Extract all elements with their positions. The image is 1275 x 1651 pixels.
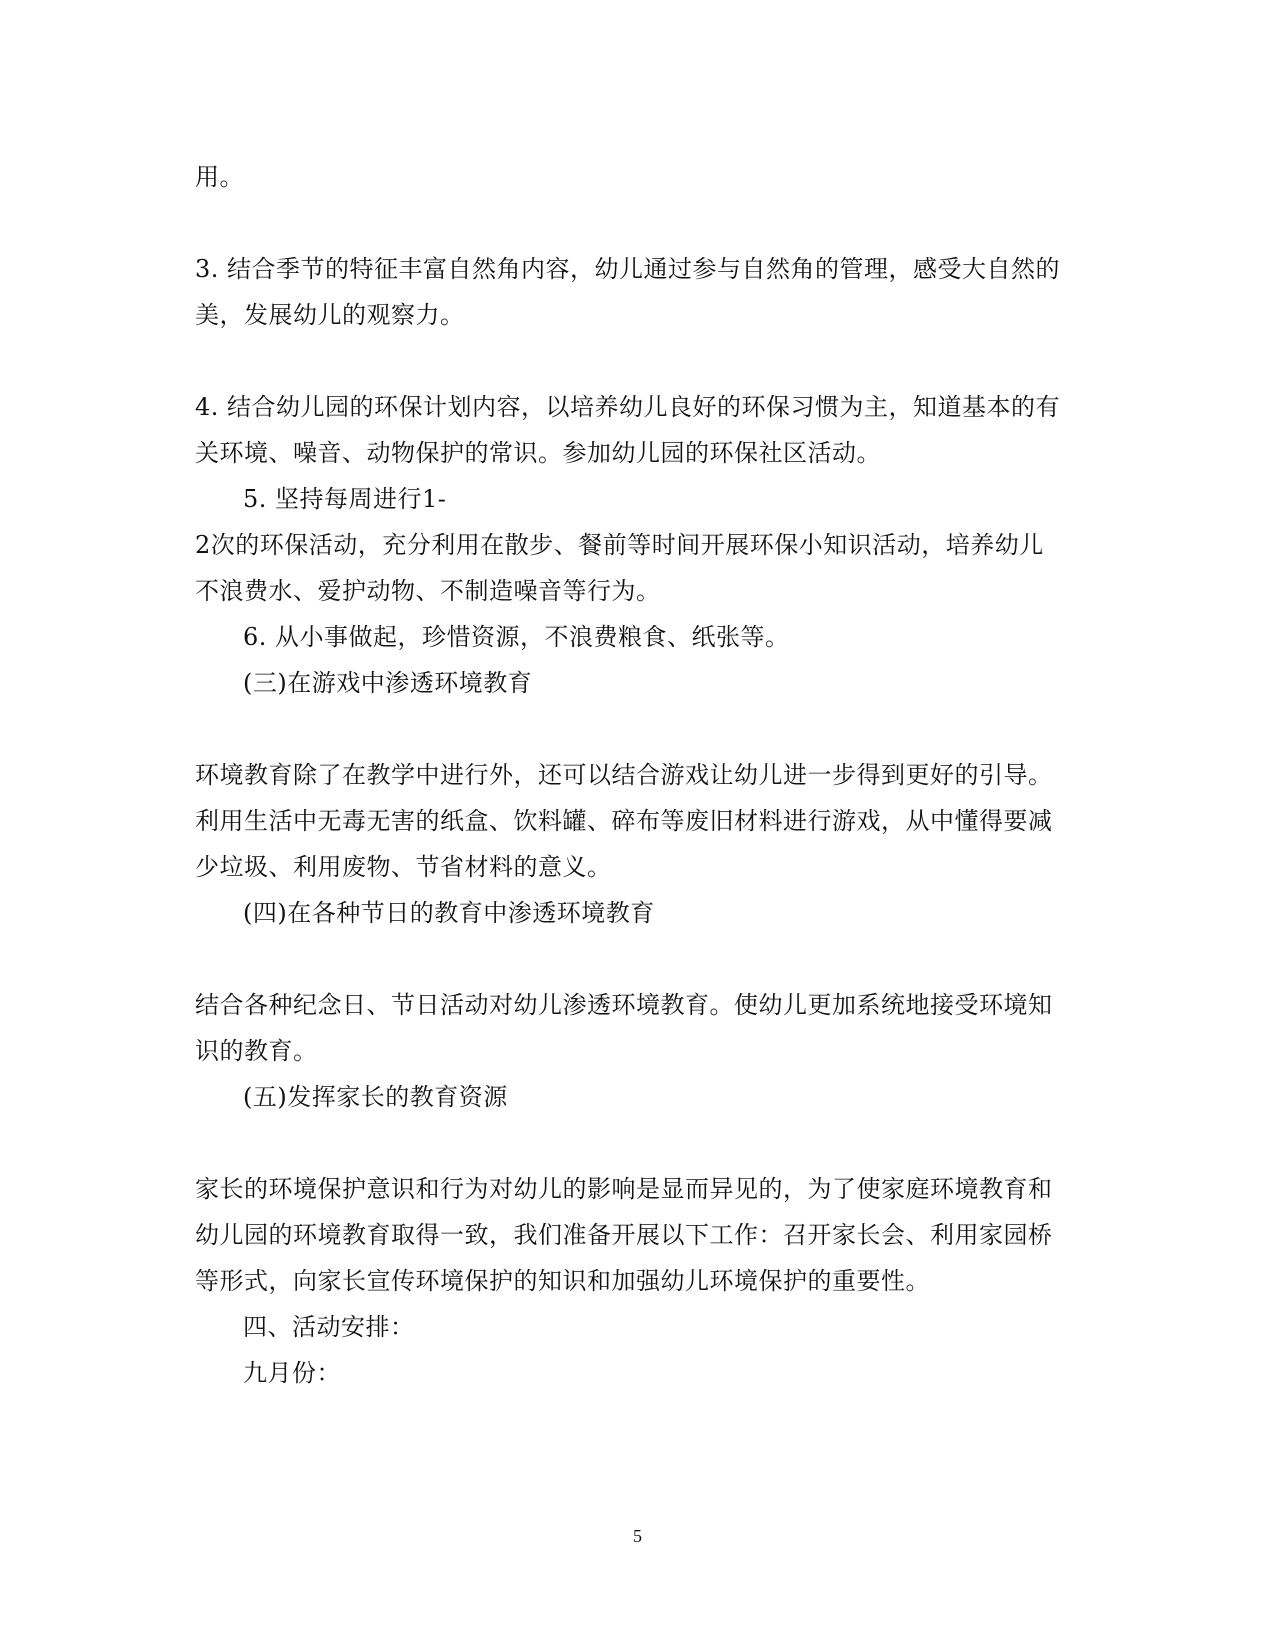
text-line-4: 4. 结合幼儿园的环保计划内容，以培养幼儿良好的环保习惯为主，知道基本的有	[195, 393, 1061, 421]
text-line-14: 识的教育。	[195, 1037, 318, 1065]
text-line-2: 3. 结合季节的特征丰富自然角内容，幼儿通过参与自然角的管理，感受大自然的	[195, 255, 1061, 283]
section-heading-3: (三)在游戏中渗透环境教育	[243, 669, 533, 697]
section-heading-5: (五)发挥家长的教育资源	[243, 1083, 508, 1111]
text-line-8: 不浪费水、爱护动物、不制造噪音等行为。	[195, 577, 661, 605]
month-heading: 九月份：	[243, 1359, 341, 1387]
section-heading-activity: 四、活动安排：	[243, 1313, 415, 1341]
text-line-9: 6. 从小事做起，珍惜资源，不浪费粮食、纸张等。	[243, 623, 790, 651]
text-line-6: 5. 坚持每周进行1-	[243, 485, 447, 513]
text-line-10: 环境教育除了在教学中进行外，还可以结合游戏让幼儿进一步得到更好的引导。	[195, 761, 1053, 789]
section-heading-4: (四)在各种节日的教育中渗透环境教育	[243, 899, 655, 927]
text-line-5: 关环境、噪音、动物保护的常识。参加幼儿园的环保社区活动。	[195, 439, 881, 467]
page-number: 5	[633, 1526, 642, 1546]
text-line-16: 幼儿园的环境教育取得一致，我们准备开展以下工作：召开家长会、利用家园桥	[195, 1221, 1053, 1249]
text-line-1: 用。	[195, 163, 244, 191]
text-line-7: 2次的环保活动，充分利用在散步、餐前等时间开展环保小知识活动，培养幼儿	[195, 531, 1044, 559]
text-line-17: 等形式，向家长宣传环境保护的知识和加强幼儿环境保护的重要性。	[195, 1267, 930, 1295]
text-line-3: 美，发展幼儿的观察力。	[195, 301, 465, 329]
text-line-12: 少垃圾、利用废物、节省材料的意义。	[195, 853, 612, 881]
text-line-13: 结合各种纪念日、节日活动对幼儿渗透环境教育。使幼儿更加系统地接受环境知	[195, 991, 1053, 1019]
text-line-11: 利用生活中无毒无害的纸盒、饮料罐、碎布等废旧材料进行游戏，从中懂得要减	[195, 807, 1053, 835]
text-line-15: 家长的环境保护意识和行为对幼儿的影响是显而异见的，为了使家庭环境教育和	[195, 1175, 1053, 1203]
